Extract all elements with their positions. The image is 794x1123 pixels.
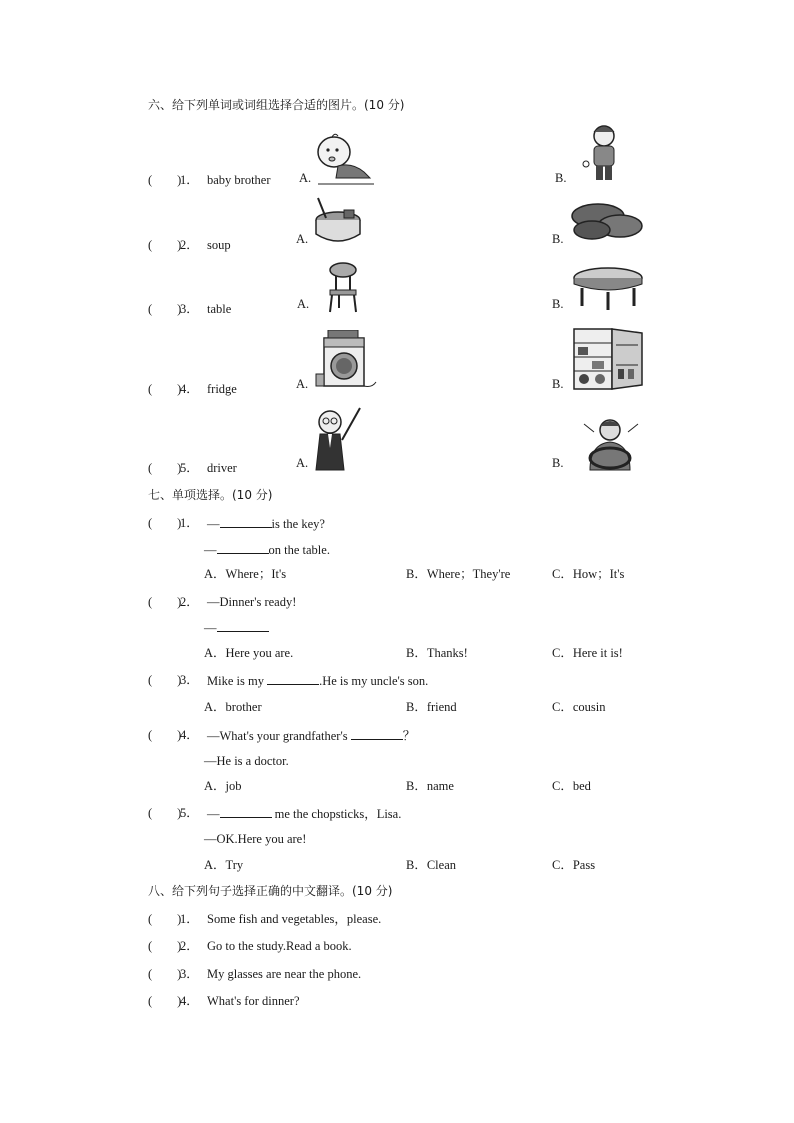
item-number: 2． [180,939,199,953]
answer-bracket[interactable]: ( ) [148,302,182,316]
sentence-text: Some fish and vegetables，please. [207,912,382,926]
teacher-icon[interactable] [314,406,364,472]
choice-b[interactable]: B．friend [406,700,457,714]
answer-bracket[interactable]: ( ) [148,461,182,475]
question-text: — [204,620,269,635]
item-number: 2． [180,238,199,252]
item-number: 4． [180,994,199,1008]
question-number: 3． [180,673,199,687]
chair-icon[interactable] [326,262,360,314]
item-number: 1． [180,173,199,187]
washing-machine-icon[interactable] [314,330,378,390]
answer-bracket[interactable]: ( ) [148,728,182,742]
choice-c[interactable]: C．cousin [552,700,606,714]
question-text: —He is a doctor. [204,754,289,768]
fridge-icon[interactable] [570,325,646,393]
question-text: — is the key? [207,517,325,531]
question-text: —OK.Here you are! [204,832,307,846]
fill-blank[interactable] [220,806,272,818]
choice-c[interactable]: C．Here it is! [552,646,623,660]
question-number: 4． [180,728,199,742]
question-number: 2． [180,595,199,609]
fill-blank[interactable] [351,728,403,740]
option-b-label[interactable]: B. [555,171,567,185]
item-number: 3． [180,302,199,316]
fill-blank[interactable] [220,516,272,528]
driver-icon[interactable] [582,416,640,472]
option-a-label[interactable]: A. [297,297,310,311]
choice-a[interactable]: A．Where；It's [204,567,287,581]
fill-blank[interactable] [267,673,319,685]
sentence-text: What's for dinner? [207,994,300,1008]
question-text: — me the chopsticks，Lisa. [207,807,402,821]
section-7-title: 七、单项选择。(10 分) [148,488,273,502]
fill-blank[interactable] [217,542,269,554]
choice-b[interactable]: B．Thanks! [406,646,468,660]
option-a-label[interactable]: A. [296,456,309,470]
sentence-text: My glasses are near the phone. [207,967,362,981]
choice-c[interactable]: C．How；It's [552,567,625,581]
item-number: 4． [180,382,199,396]
answer-bracket[interactable]: ( ) [148,939,182,953]
choice-a[interactable]: A．job [204,779,242,793]
boy-icon[interactable] [580,122,626,184]
question-number: 5． [180,806,199,820]
item-word: fridge [207,382,237,396]
question-text: — on the table. [204,543,330,557]
choice-c[interactable]: C．Pass [552,858,596,872]
answer-bracket[interactable]: ( ) [148,238,182,252]
option-b-label[interactable]: B. [552,297,564,311]
item-word: driver [207,461,237,475]
choice-b[interactable]: B．Where；They're [406,567,511,581]
choice-a[interactable]: A．Try [204,858,244,872]
item-word: baby brother [207,173,271,187]
sentence-text: Go to the study.Read a book. [207,939,352,953]
question-text: Mike is my .He is my uncle's son. [207,674,429,688]
choice-a[interactable]: A．brother [204,700,262,714]
answer-bracket[interactable]: ( ) [148,806,182,820]
table-icon[interactable] [572,266,644,312]
choice-a[interactable]: A．Here you are. [204,646,294,660]
section-8-title: 八、给下列句子选择正确的中文翻译。(10 分) [148,884,393,898]
question-text: —Dinner's ready! [207,595,297,609]
option-a-label[interactable]: A. [296,377,309,391]
option-b-label[interactable]: B. [552,456,564,470]
option-b-label[interactable]: B. [552,377,564,391]
answer-bracket[interactable]: ( ) [148,173,182,187]
answer-bracket[interactable]: ( ) [148,673,182,687]
section-6-title: 六、给下列单词或词组选择合适的图片。(10 分) [148,98,405,112]
soup-pot-icon[interactable] [312,196,364,248]
option-a-label[interactable]: A. [296,232,309,246]
choice-b[interactable]: B．name [406,779,454,793]
answer-bracket[interactable]: ( ) [148,994,182,1008]
fill-blank[interactable] [217,620,269,632]
item-number: 1． [180,912,199,926]
option-b-label[interactable]: B. [552,232,564,246]
answer-bracket[interactable]: ( ) [148,595,182,609]
crawling-baby-icon[interactable] [312,130,376,186]
answer-bracket[interactable]: ( ) [148,912,182,926]
item-word: table [207,302,232,316]
item-number: 3． [180,967,199,981]
item-number: 5． [180,461,199,475]
bread-icon[interactable] [570,200,644,244]
choice-b[interactable]: B．Clean [406,858,456,872]
answer-bracket[interactable]: ( ) [148,516,182,530]
answer-bracket[interactable]: ( ) [148,382,182,396]
question-text: —What's your grandfather's ？ [207,729,416,743]
choice-c[interactable]: C．bed [552,779,591,793]
item-word: soup [207,238,231,252]
option-a-label[interactable]: A. [299,171,312,185]
question-number: 1． [180,516,199,530]
answer-bracket[interactable]: ( ) [148,967,182,981]
